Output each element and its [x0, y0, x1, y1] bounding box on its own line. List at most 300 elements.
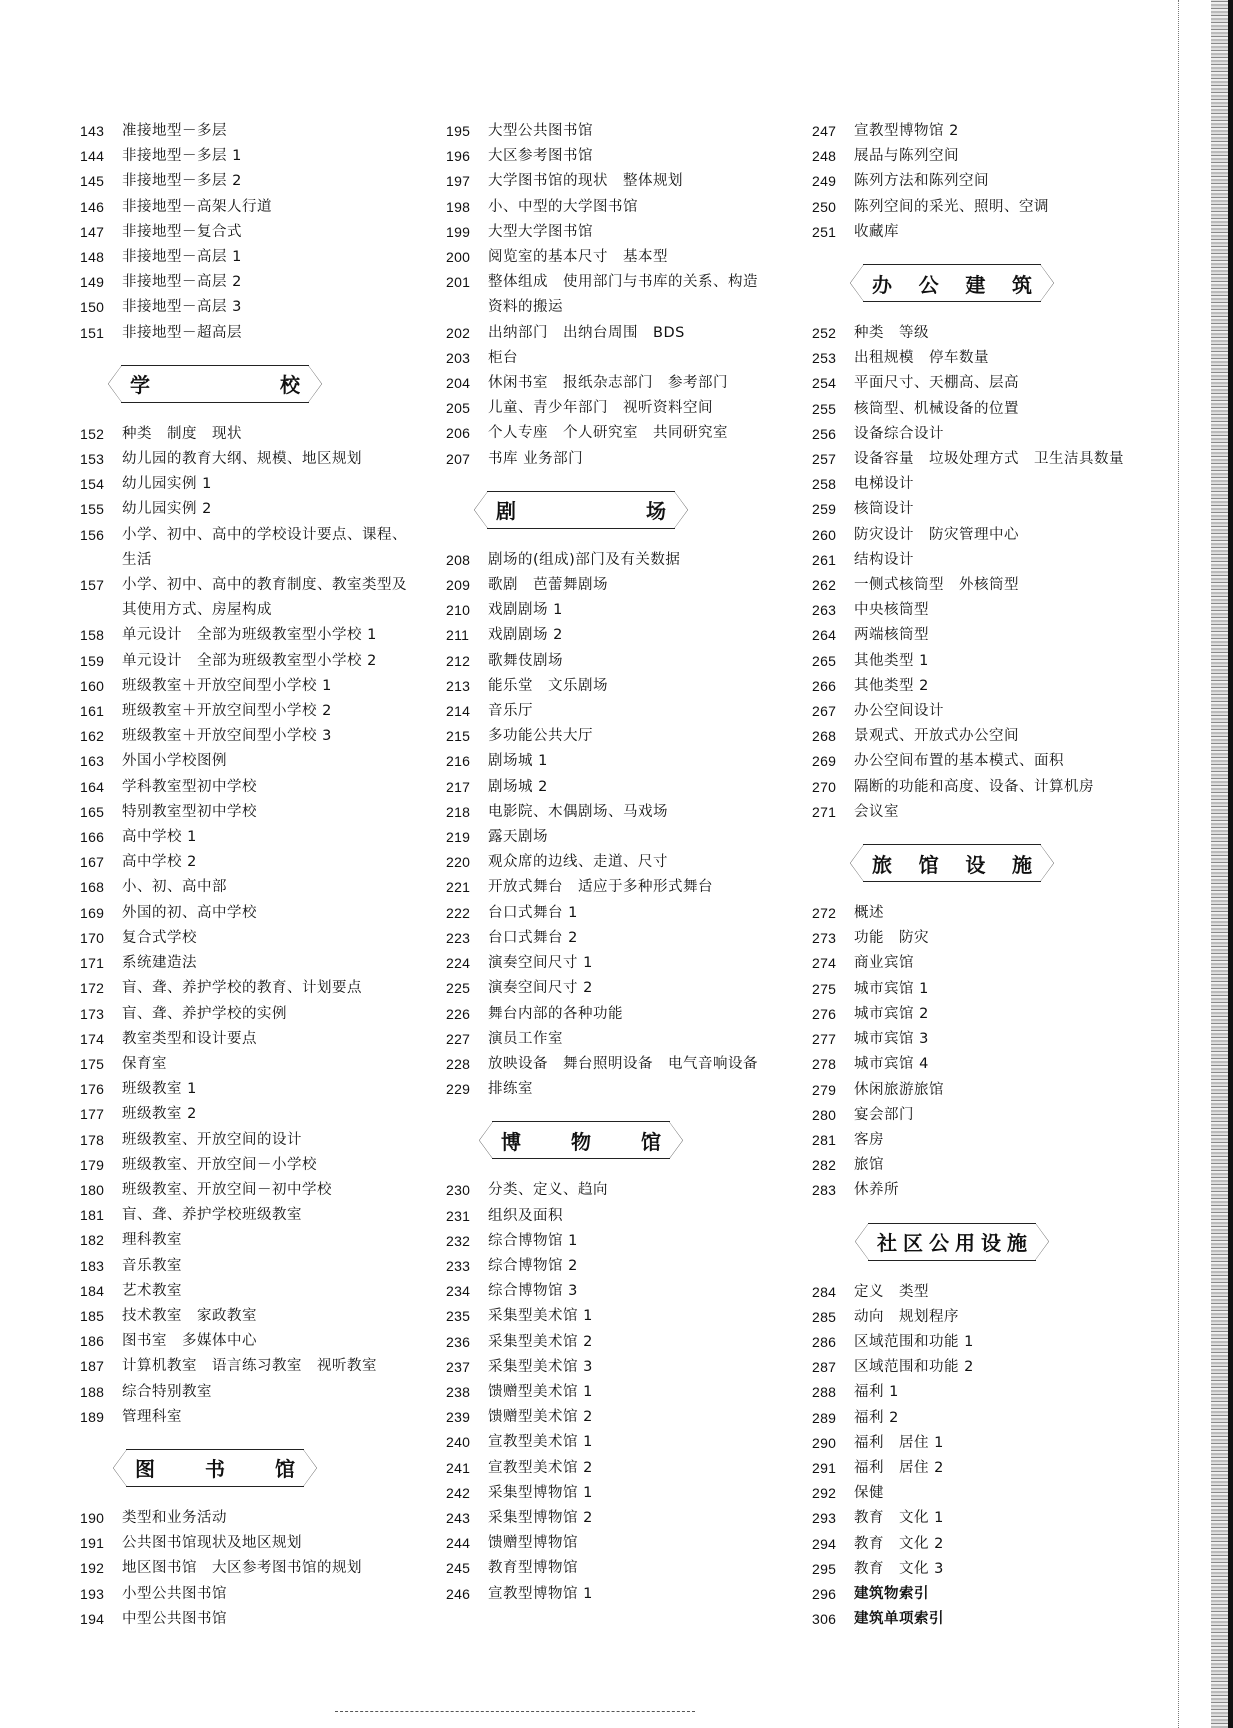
toc-entry[interactable] [446, 1229, 776, 1254]
toc-entry[interactable] [812, 1456, 1152, 1481]
toc-entry-title: 类型和业务活动 [122, 1509, 227, 1526]
toc-entry[interactable] [812, 1153, 1152, 1178]
toc-entry[interactable] [812, 548, 1152, 573]
toc-page-number: 296 [812, 1585, 837, 1602]
heading-border-bottom [868, 1260, 1036, 1261]
toc-entry[interactable] [446, 270, 776, 320]
toc-entry-title: 排练室 [488, 1081, 533, 1098]
toc-entry[interactable] [80, 497, 410, 522]
toc-entry[interactable] [812, 573, 1152, 598]
toc-entry-title: 陈列空间的采光、照明、空调 [854, 198, 1049, 215]
toc-entry[interactable] [812, 926, 1152, 951]
toc-entry[interactable] [812, 523, 1152, 548]
toc-page-number: 180 [80, 1181, 105, 1198]
toc-entry[interactable] [446, 724, 776, 749]
toc-entry[interactable] [446, 1531, 776, 1556]
toc-page-number: 252 [812, 325, 837, 342]
toc-entry[interactable] [446, 1405, 776, 1430]
toc-page-number: 187 [80, 1358, 105, 1375]
toc-page-number: 168 [80, 879, 105, 896]
toc-entry[interactable] [80, 1304, 410, 1329]
toc-entry[interactable] [80, 472, 410, 497]
toc-entry[interactable] [812, 169, 1152, 194]
toc-entry[interactable] [446, 598, 776, 623]
toc-entry-title: 班级教室＋开放空间型小学校 3 [122, 728, 332, 745]
toc-entry[interactable] [80, 951, 410, 976]
toc-entry[interactable] [812, 1582, 1152, 1607]
toc-entry-title: 台口式舞台 2 [488, 929, 578, 946]
heading-border-top [863, 264, 1041, 265]
toc-page-number: 291 [812, 1459, 837, 1476]
toc-entry[interactable] [812, 800, 1152, 825]
toc-entry[interactable] [446, 1204, 776, 1229]
toc-entry[interactable] [812, 447, 1152, 472]
toc-page-number: 266 [812, 677, 837, 694]
toc-entry-title: 高中学校 1 [122, 829, 197, 846]
toc-page-number: 280 [812, 1106, 837, 1123]
toc-entry[interactable] [446, 346, 776, 371]
section-heading-char: 馆 [275, 1457, 295, 1482]
toc-entry-title: 城市宾馆 3 [854, 1031, 929, 1048]
toc-entry-title: 商业宾馆 [854, 955, 914, 972]
toc-entry[interactable] [812, 1355, 1152, 1380]
section-heading-char: 社 [877, 1231, 897, 1256]
toc-page-number: 186 [80, 1333, 105, 1350]
toc-entry[interactable] [812, 1607, 1152, 1632]
toc-page-number: 247 [812, 123, 837, 139]
toc-entry-title: 区域范围和功能 1 [854, 1333, 974, 1350]
toc-page-number: 231 [446, 1207, 471, 1224]
toc-entry[interactable] [446, 245, 776, 270]
heading-border-bottom [126, 1486, 304, 1487]
toc-entry[interactable] [812, 422, 1152, 447]
toc-entry-title: 陈列方法和陈列空间 [854, 173, 989, 190]
toc-entry[interactable] [80, 1002, 410, 1027]
toc-entry[interactable] [812, 1532, 1152, 1557]
toc-entry-title: 外国的初、高中学校 [122, 904, 257, 921]
toc-page-number: 224 [446, 955, 471, 972]
toc-entry[interactable] [80, 1254, 410, 1279]
toc-page-number: 159 [80, 652, 105, 669]
toc-entry[interactable] [812, 649, 1152, 674]
toc-entry-title: 非接地型－复合式 [122, 223, 242, 240]
toc-entry-title: 盲、聋、养护学校班级教室 [122, 1207, 302, 1224]
toc-entry[interactable] [80, 724, 410, 749]
toc-entry[interactable] [446, 447, 776, 472]
toc-entry[interactable] [812, 699, 1152, 724]
toc-entry-title: 学科教室型初中学校 [122, 778, 257, 795]
section-heading-char: 馆 [918, 852, 939, 877]
toc-entry[interactable] [446, 1052, 776, 1077]
toc-entry-title: 图书室 多媒体中心 [122, 1333, 257, 1350]
section-heading-char: 设 [965, 852, 986, 877]
toc-entry[interactable] [80, 699, 410, 724]
toc-entry[interactable] [80, 144, 410, 169]
toc-entry[interactable] [80, 926, 410, 951]
toc-page-number: 232 [446, 1232, 471, 1249]
toc-entry[interactable] [446, 1330, 776, 1355]
toc-entry[interactable] [446, 144, 776, 169]
toc-entry[interactable] [80, 1531, 410, 1556]
toc-entry[interactable] [446, 976, 776, 1001]
toc-entry[interactable] [446, 371, 776, 396]
toc-entry[interactable] [80, 220, 410, 245]
toc-entry[interactable] [446, 1430, 776, 1455]
toc-entry[interactable] [812, 775, 1152, 800]
toc-page-number: 248 [812, 148, 837, 165]
toc-entry[interactable] [80, 169, 410, 194]
toc-entry[interactable] [446, 875, 776, 900]
toc-entry-title: 儿童、青少年部门 视听资料空间 [488, 400, 713, 417]
toc-entry-title: 班级教室＋开放空间型小学校 2 [122, 703, 332, 720]
toc-entry-title: 系统建造法 [122, 955, 197, 972]
section-heading-char: 物 [571, 1129, 591, 1154]
toc-entry[interactable] [812, 397, 1152, 422]
section-heading [446, 1102, 776, 1178]
toc-entry[interactable] [446, 1380, 776, 1405]
toc-entry[interactable] [812, 1002, 1152, 1027]
toc-page-number: 287 [812, 1359, 837, 1376]
toc-column-1 [80, 119, 410, 1632]
toc-entry-title: 幼儿园实例 1 [122, 476, 212, 493]
toc-entry[interactable] [80, 1102, 410, 1127]
toc-entry[interactable] [812, 1431, 1152, 1456]
toc-entry-title: 音乐厅 [488, 703, 533, 720]
toc-entry-title: 保育室 [122, 1055, 167, 1072]
toc-entry[interactable] [812, 346, 1152, 371]
toc-entry[interactable] [446, 195, 776, 220]
toc-entry[interactable] [80, 1052, 410, 1077]
toc-entry[interactable] [80, 1228, 410, 1253]
toc-entry-title: 演员工作室 [488, 1030, 563, 1047]
toc-entry-title: 一侧式核筒型 外核筒型 [854, 577, 1019, 594]
toc-page-number: 193 [80, 1585, 105, 1602]
toc-entry[interactable] [446, 699, 776, 724]
toc-entry-title: 非接地型－高层 3 [122, 299, 242, 316]
toc-entry[interactable] [80, 295, 410, 320]
toc-page-number: 160 [80, 677, 105, 694]
toc-entry[interactable] [812, 1406, 1152, 1431]
toc-entry[interactable] [446, 169, 776, 194]
toc-entry-title: 艺术教室 [122, 1282, 182, 1299]
toc-entry[interactable] [446, 421, 776, 446]
toc-entry-title: 福利 居住 1 [854, 1434, 944, 1451]
toc-entry[interactable] [80, 1582, 410, 1607]
toc-entry[interactable] [812, 220, 1152, 245]
toc-entry-title: 福利 2 [854, 1409, 899, 1426]
toc-entry-title: 种类 制度 现状 [122, 425, 242, 442]
toc-entry-title: 地区图书馆 大区参考图书馆的规划 [122, 1560, 362, 1577]
toc-entry-title: 中型公共图书馆 [122, 1610, 227, 1627]
toc-page-number: 281 [812, 1131, 837, 1148]
section-heading-box [850, 264, 1054, 302]
section-heading-char: 书 [205, 1457, 225, 1482]
toc-entry[interactable] [80, 1203, 410, 1228]
toc-entry[interactable] [80, 195, 410, 220]
toc-entry-title: 放映设备 舞台照明设备 电气音响设备 [488, 1055, 758, 1072]
toc-page-number: 211 [446, 627, 470, 644]
toc-entry[interactable] [80, 649, 410, 674]
toc-entry[interactable] [812, 1128, 1152, 1153]
toc-entry-title: 班级教室＋开放空间型小学校 1 [122, 677, 332, 694]
toc-entry-title: 设备容量 垃圾处理方式 卫生洁具数量 [854, 451, 1124, 468]
toc-entry[interactable] [446, 119, 776, 144]
toc-entry[interactable] [812, 472, 1152, 497]
toc-entry-title: 盲、聋、养护学校的教育、计划要点 [122, 980, 362, 997]
toc-entry-title: 动向 规划程序 [854, 1308, 959, 1325]
toc-page-number: 213 [446, 677, 471, 694]
toc-entry-title: 宣教型博物馆 2 [854, 123, 959, 139]
section-heading-box [855, 1223, 1049, 1261]
toc-entry[interactable] [812, 371, 1152, 396]
toc-entry[interactable] [812, 951, 1152, 976]
toc-entry[interactable] [80, 1607, 410, 1632]
toc-entry-title: 大型大学图书馆 [488, 223, 593, 240]
toc-entry[interactable] [446, 1279, 776, 1304]
toc-entry[interactable] [80, 1077, 410, 1102]
toc-page-number: 253 [812, 350, 837, 367]
section-heading-box [108, 365, 322, 403]
toc-entry[interactable] [80, 119, 410, 144]
toc-entry-title: 电影院、木偶剧场、马戏场 [488, 803, 668, 820]
toc-entry-title: 展品与陈列空间 [854, 148, 959, 165]
toc-entry-title: 保健 [854, 1485, 884, 1502]
section-heading [446, 472, 776, 548]
toc-entry[interactable] [80, 1354, 410, 1379]
toc-page-number: 245 [446, 1560, 471, 1577]
toc-entry-title: 宴会部门 [854, 1106, 914, 1123]
toc-entry[interactable] [812, 1078, 1152, 1103]
toc-page-number: 200 [446, 249, 471, 266]
toc-page-number: 185 [80, 1307, 105, 1324]
toc-entry[interactable] [812, 1027, 1152, 1052]
toc-entry[interactable] [446, 623, 776, 648]
toc-entry[interactable] [446, 396, 776, 421]
section-heading-char: 校 [280, 373, 300, 398]
toc-entry[interactable] [446, 1178, 776, 1203]
toc-entry[interactable] [446, 926, 776, 951]
toc-page-number: 167 [80, 854, 105, 871]
toc-entry[interactable] [80, 875, 410, 900]
toc-entry[interactable] [80, 850, 410, 875]
toc-entry[interactable] [446, 1077, 776, 1102]
toc-entry[interactable] [812, 195, 1152, 220]
toc-page-number: 177 [80, 1106, 105, 1123]
toc-entry[interactable] [80, 800, 410, 825]
toc-entry-title: 非接地型－高层 2 [122, 274, 242, 291]
toc-entry[interactable] [812, 598, 1152, 623]
toc-entry[interactable] [812, 119, 1152, 144]
toc-entry-title: 采集型博物馆 1 [488, 1484, 593, 1501]
toc-entry[interactable] [80, 623, 410, 648]
toc-page-number: 273 [812, 930, 837, 947]
toc-page-number: 234 [446, 1283, 471, 1300]
toc-page-number: 263 [812, 602, 837, 619]
toc-page-number: 283 [812, 1182, 837, 1199]
toc-entry[interactable] [812, 321, 1152, 346]
toc-entry[interactable] [446, 1304, 776, 1329]
toc-entry-title: 客房 [854, 1131, 884, 1148]
toc-entry[interactable] [812, 497, 1152, 522]
toc-entry-title: 单元设计 全部为班级教室型小学校 2 [122, 652, 377, 669]
toc-entry-title: 馈赠型博物馆 [488, 1535, 578, 1552]
toc-entry[interactable] [812, 623, 1152, 648]
toc-entry[interactable] [812, 724, 1152, 749]
toc-page-number: 215 [446, 728, 471, 745]
toc-entry-title: 戏剧剧场 1 [488, 602, 563, 619]
toc-page-number: 240 [446, 1434, 471, 1451]
toc-entry[interactable] [812, 1380, 1152, 1405]
toc-entry[interactable] [80, 775, 410, 800]
toc-entry[interactable] [812, 901, 1152, 926]
toc-entry[interactable] [446, 1556, 776, 1581]
toc-entry[interactable] [812, 749, 1152, 774]
toc-entry[interactable] [80, 1405, 410, 1430]
toc-entry[interactable] [446, 321, 776, 346]
toc-entry-title: 定义 类型 [854, 1283, 929, 1300]
toc-entry-title: 收藏库 [854, 223, 899, 240]
toc-entry[interactable] [80, 825, 410, 850]
toc-entry[interactable] [446, 1582, 776, 1607]
toc-page-number: 246 [446, 1585, 471, 1602]
toc-entry[interactable] [446, 220, 776, 245]
toc-page-number: 286 [812, 1333, 837, 1350]
toc-page-number: 219 [446, 829, 471, 846]
toc-page-number: 210 [446, 602, 471, 619]
toc-page-number: 222 [446, 904, 471, 921]
toc-page-number: 171 [80, 955, 105, 972]
toc-entry[interactable] [446, 1355, 776, 1380]
toc-entry[interactable] [812, 1178, 1152, 1203]
toc-entry[interactable] [80, 1279, 410, 1304]
toc-page-number: 169 [80, 904, 105, 921]
toc-entry[interactable] [446, 825, 776, 850]
toc-entry[interactable] [80, 321, 410, 346]
toc-entry[interactable] [446, 800, 776, 825]
toc-entry[interactable] [80, 674, 410, 699]
toc-entry[interactable] [446, 1456, 776, 1481]
toc-entry[interactable] [80, 447, 410, 472]
section-heading-char: 办 [872, 272, 892, 297]
scan-edge-line [1178, 0, 1180, 1728]
toc-entry-title: 隔断的功能和高度、设备、计算机房 [854, 778, 1094, 795]
heading-border-bottom [121, 402, 309, 403]
toc-entry[interactable] [812, 1330, 1152, 1355]
toc-entry[interactable] [446, 649, 776, 674]
toc-page-number: 261 [812, 551, 837, 568]
toc-entry[interactable] [446, 901, 776, 926]
toc-entry[interactable] [80, 1153, 410, 1178]
toc-entry-title: 中央核筒型 [854, 602, 929, 619]
toc-entry[interactable] [80, 523, 410, 573]
toc-entry[interactable] [80, 1380, 410, 1405]
toc-entry-title: 综合博物馆 1 [488, 1232, 578, 1249]
toc-page-number: 260 [812, 526, 837, 543]
toc-entry-title: 音乐教室 [122, 1257, 182, 1274]
toc-entry[interactable] [446, 1002, 776, 1027]
toc-page-number: 205 [446, 400, 471, 417]
toc-entry[interactable] [812, 1052, 1152, 1077]
toc-entry[interactable] [812, 1280, 1152, 1305]
toc-entry[interactable] [446, 775, 776, 800]
toc-entry-title: 班级教室、开放空间－初中学校 [122, 1181, 332, 1198]
toc-entry[interactable] [812, 1305, 1152, 1330]
toc-page-number: 165 [80, 803, 105, 820]
toc-entry-title: 建筑物索引 [854, 1585, 929, 1602]
toc-entry-title: 计算机教室 语言练习教室 视听教室 [122, 1358, 377, 1375]
toc-entry[interactable] [80, 1027, 410, 1052]
toc-entry[interactable] [446, 951, 776, 976]
toc-page-number: 242 [446, 1484, 471, 1501]
section-heading-char: 施 [1011, 852, 1032, 877]
toc-page-number: 227 [446, 1030, 471, 1047]
toc-entry[interactable] [80, 573, 410, 623]
toc-entry[interactable] [80, 749, 410, 774]
toc-page-number: 229 [446, 1081, 471, 1098]
toc-entry[interactable] [446, 1506, 776, 1531]
toc-entry-title: 个人专座 个人研究室 共同研究室 [488, 425, 728, 442]
toc-entry[interactable] [80, 901, 410, 926]
section-heading [812, 1204, 1152, 1280]
section-heading-char: 图 [135, 1457, 155, 1482]
toc-entry[interactable] [812, 1103, 1152, 1128]
toc-page-number: 251 [812, 223, 837, 240]
toc-page-number: 268 [812, 728, 837, 745]
toc-entry[interactable] [80, 1329, 410, 1354]
section-heading-char: 筑 [1011, 272, 1032, 297]
toc-entry[interactable] [446, 1481, 776, 1506]
toc-entry-title: 小型公共图书馆 [122, 1585, 227, 1602]
toc-entry-title: 馈赠型美术馆 2 [488, 1409, 593, 1426]
toc-page-number: 292 [812, 1485, 837, 1502]
toc-entry[interactable] [812, 1557, 1152, 1582]
toc-page-number: 173 [80, 1005, 105, 1022]
toc-entry[interactable] [446, 573, 776, 598]
toc-entry[interactable] [446, 1254, 776, 1279]
section-heading-char: 用 [955, 1231, 975, 1256]
toc-page-number: 250 [812, 198, 837, 215]
heading-border-top [868, 1223, 1036, 1224]
heading-border-top [121, 365, 309, 366]
toc-entry[interactable] [812, 144, 1152, 169]
section-heading-char: 场 [646, 499, 666, 524]
toc-page-number: 201 [446, 274, 471, 291]
toc-entry[interactable] [812, 1506, 1152, 1531]
toc-entry[interactable] [446, 1027, 776, 1052]
toc-entry[interactable] [80, 1506, 410, 1531]
toc-entry-title: 采集型美术馆 1 [488, 1308, 593, 1325]
toc-entry[interactable] [80, 1178, 410, 1203]
toc-entry[interactable] [446, 850, 776, 875]
toc-entry-title: 休养所 [854, 1182, 899, 1199]
toc-entry[interactable] [80, 270, 410, 295]
toc-entry[interactable] [80, 976, 410, 1001]
toc-page-number: 230 [446, 1182, 471, 1199]
toc-entry[interactable] [446, 548, 776, 573]
toc-entry[interactable] [812, 1481, 1152, 1506]
toc-entry[interactable] [812, 977, 1152, 1002]
toc-entry[interactable] [446, 674, 776, 699]
section-heading-box [113, 1449, 317, 1487]
toc-entry[interactable] [446, 749, 776, 774]
toc-entry[interactable] [80, 245, 410, 270]
toc-entry[interactable] [812, 674, 1152, 699]
toc-entry[interactable] [80, 1128, 410, 1153]
toc-page-number: 279 [812, 1081, 837, 1098]
toc-page-number: 198 [446, 198, 471, 215]
toc-entry[interactable] [80, 1556, 410, 1581]
toc-entry[interactable] [80, 422, 410, 447]
